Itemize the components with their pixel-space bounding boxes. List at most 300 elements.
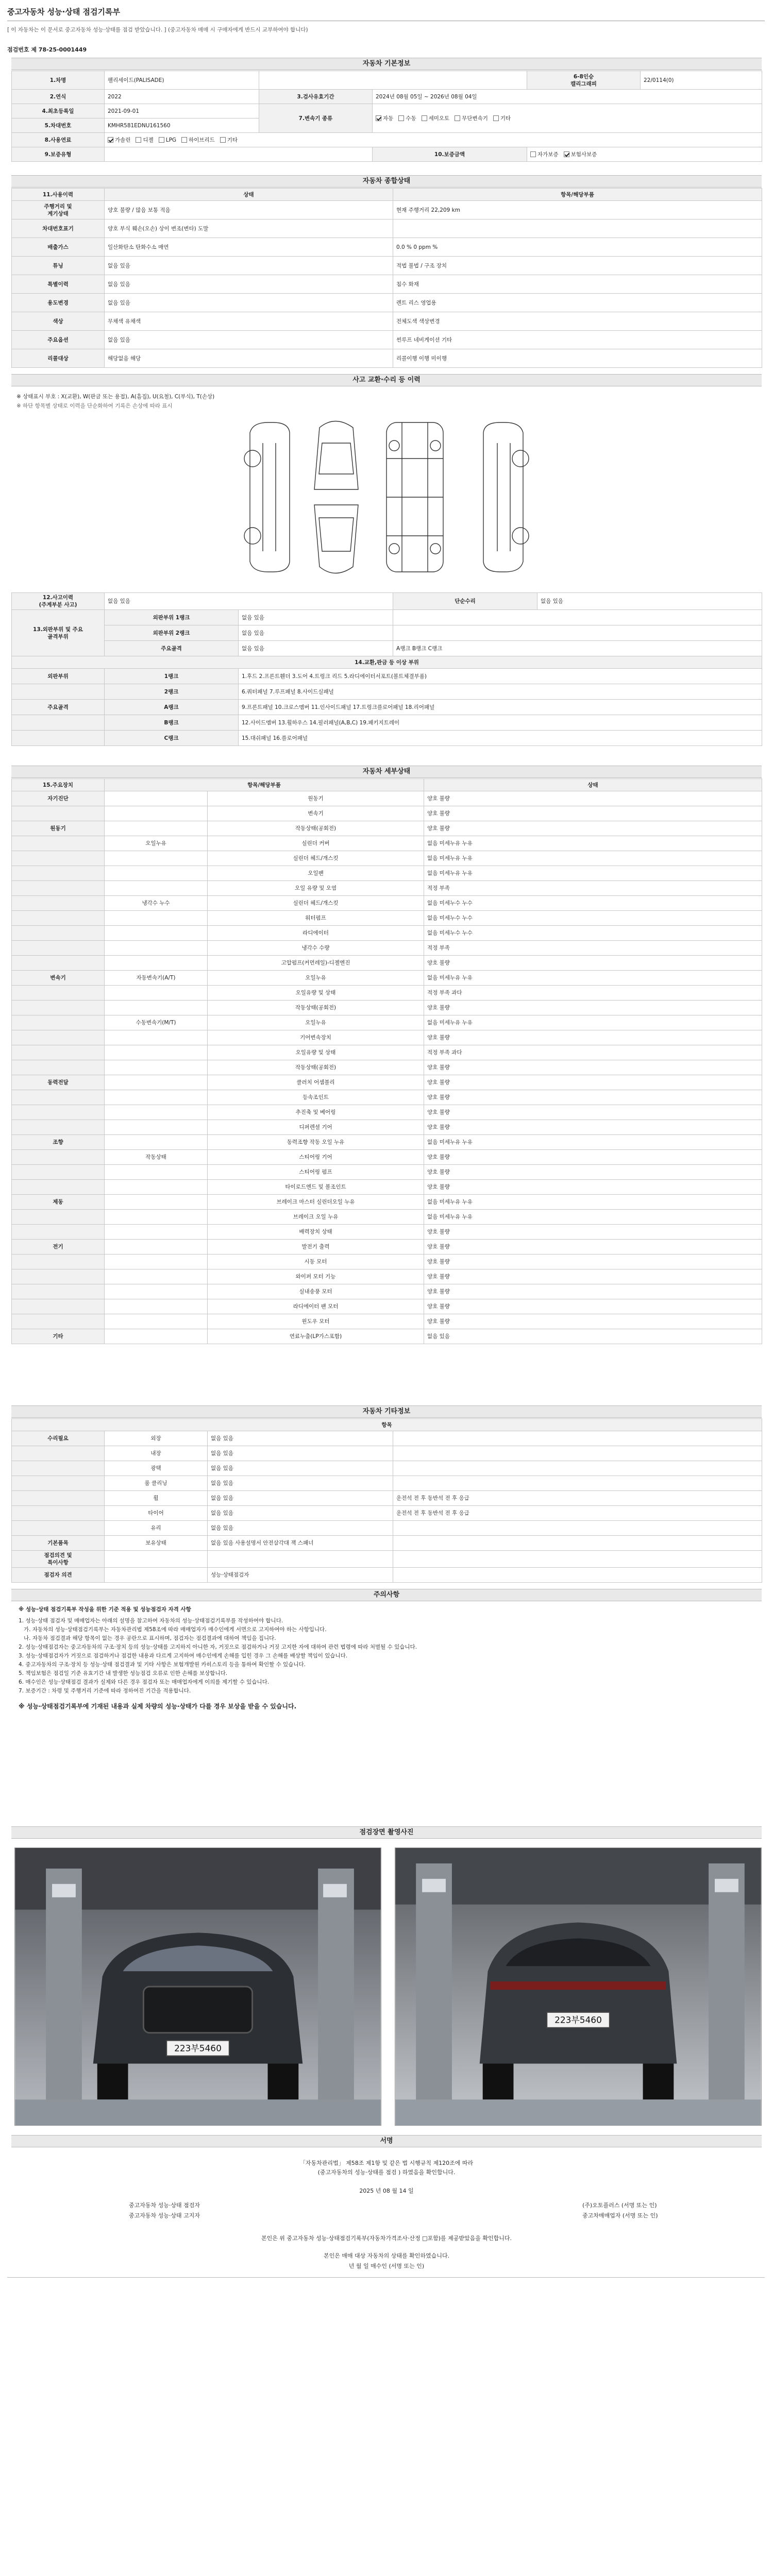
other-extra <box>393 1461 762 1476</box>
other-row <box>12 1476 762 1491</box>
detail-item: 스티어링 펌프 <box>208 1165 424 1180</box>
checkbox-option[interactable] <box>108 137 130 143</box>
detail-group <box>12 1105 105 1120</box>
general-row <box>12 201 762 219</box>
section-general-header: 자동차 종합상태 <box>11 175 762 188</box>
checkbox-option[interactable] <box>564 151 597 158</box>
other-item <box>105 1551 208 1568</box>
detail-status-table <box>11 778 762 1344</box>
detail-group <box>12 1001 105 1015</box>
detail-subgroup <box>105 1240 208 1255</box>
detail-group <box>12 1150 105 1165</box>
general-row-label: 특별이력 <box>12 275 105 294</box>
other-item: 룸 클리닝 <box>105 1476 208 1491</box>
detail-group <box>12 1165 105 1180</box>
basic-info-table: 1.차명 팰리세이드(PALISADE) 6-8인승 캘리그래피 22/0114(0) 2.연식 2022 3.검사유효기간 2024년 08월 05일 ~ 2026년 08월 04일 4.최초등록일 2021-09-01 7.변속기 종류 자동 수동 세미오토 무단변속기 기타 5.차대번호 KMHR581EDNU161560 8.사용연료 가솔린 디젤 LPG 하이브리드 기타 9.보증유형 10.보증금액 자가보증 보험사보증 <box>11 71 762 162</box>
detail-group <box>12 1284 105 1299</box>
checkbox[interactable] <box>564 151 569 157</box>
col-parts: 항목/해당부품 <box>393 189 762 201</box>
checkbox-option[interactable] <box>376 115 393 122</box>
detail-row <box>12 1240 762 1255</box>
car-left-side <box>250 422 290 572</box>
part-group <box>12 731 105 746</box>
label-warranty-amount: 10.보증금액 <box>373 147 527 162</box>
checkbox-option[interactable] <box>455 115 488 122</box>
receipt-statement-2: 본인은 매매 대상 자동차의 상태를 확인하였습니다. <box>323 2252 450 2259</box>
checkbox-label: 기타 <box>227 137 238 143</box>
general-row-status: 양호 부식 훼손(오손) 상이 변조(변타) 도말 <box>105 219 393 238</box>
detail-row <box>12 1001 762 1015</box>
label-vin: 5.차대번호 <box>12 118 105 133</box>
general-row <box>12 312 762 331</box>
notes-line: 나. 자동차 점검결과 해당 항목이 없는 경우 공란으로 표시하며, 점검자는 점검결과에 대하여 책임을 집니다. <box>19 1635 276 1641</box>
other-value: 없음 있음 <box>208 1506 393 1521</box>
detail-group: 전기 <box>12 1240 105 1255</box>
detail-subgroup <box>105 1314 208 1329</box>
checkbox-option[interactable] <box>159 137 176 143</box>
general-row-parts: 현재 주행거리 22,209 km <box>393 201 762 219</box>
checkbox[interactable] <box>159 137 164 143</box>
checkbox[interactable] <box>455 115 460 121</box>
detail-item: 오일유량 및 상태 <box>208 986 424 1001</box>
detail-state: 양호 불량 <box>424 1090 762 1105</box>
detail-row <box>12 1210 762 1225</box>
detail-item: 라디에이터 팬 모터 <box>208 1299 424 1314</box>
detail-group: 원동기 <box>12 821 105 836</box>
detail-item: 실린더 커버 <box>208 836 424 851</box>
detail-group <box>12 1045 105 1060</box>
detail-subgroup: 오일누유 <box>105 836 208 851</box>
detail-item: 오일유량 및 상태 <box>208 1045 424 1060</box>
other-value: 없음 있음 사용설명서 안전삼각대 잭 스패너 <box>208 1536 393 1551</box>
other-group <box>12 1506 105 1521</box>
detail-subgroup <box>105 1180 208 1195</box>
checkbox-label: 자가보증 <box>537 151 559 158</box>
detail-row <box>12 1030 762 1045</box>
notes-body <box>11 1615 762 1698</box>
detail-subgroup: 작동상태 <box>105 1150 208 1165</box>
other-value: 없음 있음 <box>208 1461 393 1476</box>
other-group <box>12 1521 105 1536</box>
detail-state: 양호 불량 <box>424 1299 762 1314</box>
detail-subgroup <box>105 1060 208 1075</box>
checkbox-label: 디젤 <box>143 137 154 143</box>
detail-item: 와이퍼 모터 기능 <box>208 1269 424 1284</box>
other-extra: 운전석 전 후 동반석 전 후 응급 <box>393 1491 762 1506</box>
detail-subgroup <box>105 941 208 956</box>
col-device: 15.주요장치 <box>12 779 105 791</box>
detail-item: 디퍼렌셜 기어 <box>208 1120 424 1135</box>
document-number: 점검번호 제 78-25-0001449 <box>7 46 87 53</box>
detail-row <box>12 1195 762 1210</box>
general-row <box>12 219 762 238</box>
notes-line: 6. 매수인은 성능·상태점검 결과가 실제와 다른 경우 점검자 또는 매매업자에게 이의를 제기할 수 있습니다. <box>19 1679 270 1685</box>
detail-group <box>12 866 105 881</box>
other-extra <box>393 1551 762 1568</box>
checkbox-label: 하이브리드 <box>189 137 215 143</box>
detail-item: 브레이크 마스터 실린더오일 누유 <box>208 1195 424 1210</box>
detail-state: 없음 미세누유 누유 <box>424 836 762 851</box>
part-items: 9.프론트패널 10.크로스멤버 11.인사이드패널 17.트렁크플로어패널 18.리어패널 <box>239 700 762 715</box>
detail-group: 자기진단 <box>12 791 105 806</box>
checkbox-label: 수동 <box>406 115 416 122</box>
rear-plate: 223부5460 <box>554 2014 602 2025</box>
value-car-name: 팰리세이드(PALISADE) <box>105 71 259 90</box>
detail-item: 브레이크 오일 누유 <box>208 1210 424 1225</box>
detail-subgroup <box>105 986 208 1001</box>
other-item: 보유상태 <box>105 1536 208 1551</box>
detail-row <box>12 836 762 851</box>
detail-subgroup <box>105 1120 208 1135</box>
part-rank: C랭크 <box>105 731 239 746</box>
checkbox-option[interactable] <box>181 137 215 143</box>
detail-group <box>12 1030 105 1045</box>
detail-group: 동력전달 <box>12 1075 105 1090</box>
warranty-options <box>527 147 762 162</box>
detail-row <box>12 956 762 971</box>
detail-group: 제동 <box>12 1195 105 1210</box>
rank2-options: 없음 있음 <box>239 625 393 641</box>
detail-item: 시동 모터 <box>208 1255 424 1269</box>
notes-line: 2. 성능·상태점검자는 중고자동차의 구조·장치 등의 성능·상태를 고지하지 아니한 자, 거짓으로 점검하거나 거짓 고지한 자에 대하여 관련 법령에 따라 처벌될 수 있습니다. <box>19 1644 417 1650</box>
detail-row <box>12 1299 762 1314</box>
detail-state: 없음 미세누수 누수 <box>424 926 762 941</box>
checkbox[interactable] <box>220 137 226 143</box>
general-row-label: 주요옵션 <box>12 331 105 349</box>
col-item: 항목/해당부품 <box>105 779 424 791</box>
checkbox[interactable] <box>530 151 536 157</box>
notes-warning: ※ 성능·상태점검기록부에 기재된 내용과 실제 차량의 성능·상태가 다를 경우 보상을 받을 수 있습니다. <box>19 1703 297 1710</box>
detail-group <box>12 1314 105 1329</box>
detail-item: 오일 유량 및 오염 <box>208 881 424 896</box>
checkbox-label: 가솔린 <box>115 137 131 143</box>
col-status: 상태 <box>105 189 393 201</box>
detail-item: 연료누출(LP가스포함) <box>208 1329 424 1344</box>
label-inspection-validity: 3.검사유효기간 <box>259 90 373 104</box>
detail-group <box>12 1090 105 1105</box>
detail-state: 양호 불량 <box>424 1105 762 1120</box>
detail-row <box>12 1120 762 1135</box>
detail-row <box>12 1015 762 1030</box>
sign-statement-2: (중고자동차의 성능·상태를 점검 ) 하였음을 확인합니다. <box>317 2169 456 2176</box>
detail-subgroup <box>105 881 208 896</box>
general-row-status: 없음 있음 <box>105 257 393 275</box>
detail-subgroup <box>105 851 208 866</box>
other-extra <box>393 1568 762 1583</box>
general-row-label: 차대번호표기 <box>12 219 105 238</box>
part-group: 주요골격 <box>12 700 105 715</box>
detail-row <box>12 1135 762 1150</box>
detail-row <box>12 1284 762 1299</box>
detail-state: 없음 미세누유 누유 <box>424 1135 762 1150</box>
detail-subgroup <box>105 1225 208 1240</box>
checkbox-option[interactable] <box>422 115 450 122</box>
checkbox-label: LPG <box>165 137 177 143</box>
detail-subgroup <box>105 1075 208 1090</box>
sign-dealer-value: 중고차매매업자 (서명 또는 인) <box>582 2212 658 2219</box>
checkbox[interactable] <box>398 115 404 121</box>
detail-state: 적정 부족 <box>424 881 762 896</box>
front-inspection-photo <box>14 1848 381 2126</box>
detail-item: 작동상태(공회전) <box>208 1060 424 1075</box>
abnormal-part-row <box>12 731 762 746</box>
detail-subgroup <box>105 1135 208 1150</box>
general-row-status: 없음 있음 <box>105 294 393 312</box>
detail-state: 양호 불량 <box>424 1075 762 1090</box>
other-group <box>12 1476 105 1491</box>
general-row-status: 양호 불량 / 많음 보통 적음 <box>105 201 393 219</box>
detail-group <box>12 1255 105 1269</box>
detail-group <box>12 836 105 851</box>
diagram-note: ※ 하단 항목별 상태로 이력을 단순화하여 기록은 손상에 따라 표시 <box>16 403 173 409</box>
detail-row <box>12 926 762 941</box>
detail-state: 없음 미세누수 누수 <box>424 896 762 911</box>
general-row-status: 해당없음 해당 <box>105 349 393 368</box>
col-detail-status: 상태 <box>424 779 762 791</box>
abnormal-part-row <box>12 684 762 700</box>
general-row-label: 용도변경 <box>12 294 105 312</box>
general-row-label: 리콜대상 <box>12 349 105 368</box>
detail-item: 등속조인트 <box>208 1090 424 1105</box>
detail-item: 추진축 및 베어링 <box>208 1105 424 1120</box>
general-row <box>12 275 762 294</box>
detail-row <box>12 1225 762 1240</box>
detail-subgroup <box>105 1255 208 1269</box>
other-item: 광택 <box>105 1461 208 1476</box>
checkbox[interactable] <box>422 115 427 121</box>
detail-group <box>12 881 105 896</box>
section-other-header: 자동차 기타정보 <box>11 1405 762 1418</box>
other-item: 내장 <box>105 1446 208 1461</box>
checkbox[interactable] <box>108 137 113 143</box>
general-row <box>12 331 762 349</box>
detail-item: 실린더 헤드/개스킷 <box>208 851 424 866</box>
detail-subgroup <box>105 821 208 836</box>
detail-row <box>12 1255 762 1269</box>
checkbox-option[interactable] <box>136 137 153 143</box>
detail-state: 양호 불량 <box>424 1060 762 1075</box>
detail-state: 양호 불량 <box>424 1314 762 1329</box>
checkbox[interactable] <box>376 115 381 121</box>
detail-row <box>12 1165 762 1180</box>
notes-line: 7. 보증기간 : 차령 및 주행거리 기준에 따라 정하여진 기간을 적용합니다. <box>19 1688 191 1694</box>
detail-row <box>12 791 762 806</box>
detail-group <box>12 806 105 821</box>
detail-row <box>12 1150 762 1165</box>
fuel-options <box>105 133 762 147</box>
detail-item: 오일팬 <box>208 866 424 881</box>
other-group: 수리필요 <box>12 1431 105 1446</box>
detail-item: 오일누유 <box>208 1015 424 1030</box>
detail-state: 양호 불량 <box>424 1001 762 1015</box>
transmission-options <box>373 104 762 133</box>
other-value: 없음 있음 <box>208 1431 393 1446</box>
other-group <box>12 1461 105 1476</box>
detail-row <box>12 986 762 1001</box>
section-diagram-header: 사고 교환·수리 등 이력 <box>11 374 762 386</box>
notes-line: 5. 책임보험은 점검일 기준 유효기간 내 발생한 성능점검 오류로 인한 손해를 보상합니다. <box>19 1670 228 1676</box>
notes-title: ※ 성능·상태 점검기록부 작성을 위한 기준 적용 및 성능점검자 자격 사항 <box>19 1606 191 1613</box>
checkbox-option[interactable] <box>398 115 416 122</box>
detail-state: 양호 불량 <box>424 1284 762 1299</box>
detail-row <box>12 866 762 881</box>
detail-subgroup <box>105 1284 208 1299</box>
general-row-parts: 리콜이행 이행 미이행 <box>393 349 762 368</box>
detail-group <box>12 1180 105 1195</box>
detail-row <box>12 821 762 836</box>
detail-state: 양호 불량 <box>424 791 762 806</box>
detail-row <box>12 1075 762 1090</box>
detail-item: 발전기 출력 <box>208 1240 424 1255</box>
detail-state: 적정 부족 과다 <box>424 1045 762 1060</box>
detail-subgroup <box>105 1165 208 1180</box>
front-plate: 223부5460 <box>174 2043 222 2054</box>
part-items: 6.쿼터패널 7.루프패널 8.사이드실패널 <box>239 684 762 700</box>
general-row-parts: 렌트 리스 영업용 <box>393 294 762 312</box>
detail-item: 고압펌프(커먼레일)-디젤엔진 <box>208 956 424 971</box>
general-row-label: 튜닝 <box>12 257 105 275</box>
detail-state: 적정 부족 <box>424 941 762 956</box>
detail-item: 작동상태(공회전) <box>208 1001 424 1015</box>
detail-row <box>12 941 762 956</box>
section-basic-header: 자동차 기본정보 <box>11 58 762 70</box>
checkbox-option[interactable] <box>493 115 511 122</box>
detail-state: 양호 불량 <box>424 1269 762 1284</box>
detail-row <box>12 1090 762 1105</box>
detail-group <box>12 1225 105 1240</box>
checkbox-label: 보험사보증 <box>570 151 597 158</box>
detail-row <box>12 1180 762 1195</box>
detail-state: 없음 미세누유 누유 <box>424 1195 762 1210</box>
detail-item: 스티어링 기어 <box>208 1150 424 1165</box>
detail-row <box>12 1060 762 1075</box>
general-row <box>12 349 762 368</box>
detail-item: 작동상태(공회전) <box>208 821 424 836</box>
value-year: 2022 <box>105 90 259 104</box>
detail-state: 없음 미세누유 누유 <box>424 1210 762 1225</box>
diagram-legend: ※ 상태표시 부호 : X(교환), W(판금 또는 용접), A(흠집), U(요철), C(부식), T(손상) <box>16 394 215 400</box>
label-simple-repair: 단순수리 <box>393 593 537 610</box>
detail-subgroup <box>105 791 208 806</box>
simple-repair-options: 없음 있음 <box>537 593 762 610</box>
abnormal-part-row <box>12 715 762 731</box>
detail-subgroup: 냉각수 누수 <box>105 896 208 911</box>
notes-line: 3. 성능·상태점검자가 거짓으로 점검하거나 점검한 내용과 다르게 고지하여 매수인에게 손해를 입힌 경우 그 손해를 배상할 책임이 있습니다. <box>19 1653 348 1659</box>
section-notes-header: 주의사항 <box>11 1589 762 1601</box>
detail-group: 변속기 <box>12 971 105 986</box>
detail-item: 배력장치 상태 <box>208 1225 424 1240</box>
part-items: 15.대쉬패널 16.플로어패널 <box>239 731 762 746</box>
checkbox-option[interactable] <box>220 137 238 143</box>
other-item: 외장 <box>105 1431 208 1446</box>
label-main-frame: 주요골격 <box>105 641 239 656</box>
main-frame-ranks: A랭크 B랭크 C랭크 <box>393 641 762 656</box>
car-right-side <box>483 422 523 572</box>
other-row <box>12 1536 762 1551</box>
checkbox[interactable] <box>181 137 187 143</box>
col-other-item: 항목 <box>12 1419 762 1431</box>
detail-item: 원동기 <box>208 791 424 806</box>
detail-state: 양호 불량 <box>424 1180 762 1195</box>
checkbox[interactable] <box>136 137 141 143</box>
other-row <box>12 1521 762 1536</box>
detail-row <box>12 896 762 911</box>
detail-subgroup <box>105 1001 208 1015</box>
detail-row <box>12 1329 762 1344</box>
detail-group <box>12 851 105 866</box>
other-group: 기본품목 <box>12 1536 105 1551</box>
detail-state: 양호 불량 <box>424 806 762 821</box>
detail-row <box>12 1045 762 1060</box>
detail-item: 냉각수 수량 <box>208 941 424 956</box>
detail-subgroup: 자동변속기(A/T) <box>105 971 208 986</box>
detail-group <box>12 956 105 971</box>
detail-group <box>12 1060 105 1075</box>
detail-row <box>12 1314 762 1329</box>
general-row <box>12 257 762 275</box>
other-item: 유리 <box>105 1521 208 1536</box>
label-rank2: 외판부위 2랭크 <box>105 625 239 641</box>
detail-row <box>12 1269 762 1284</box>
detail-group: 조향 <box>12 1135 105 1150</box>
part-group <box>12 715 105 731</box>
detail-item: 동력조향 작동 오일 누유 <box>208 1135 424 1150</box>
accident-options: 없음 있음 <box>105 593 393 610</box>
general-row-status: 없음 있음 <box>105 275 393 294</box>
label-first-registration: 4.최초등록일 <box>12 104 105 118</box>
detail-item: 기어변속장치 <box>208 1030 424 1045</box>
general-row-parts: 썬루프 네비게이션 기타 <box>393 331 762 349</box>
checkbox-label: 세미오토 <box>428 115 450 122</box>
buyer-signature-line: 년 월 일 매수인 (서명 또는 인) <box>348 2263 425 2269</box>
abnormal-part-row <box>12 700 762 715</box>
other-value: 성능·상태점검자 <box>208 1568 393 1583</box>
detail-subgroup <box>105 1210 208 1225</box>
general-row-label: 색상 <box>12 312 105 331</box>
general-row-status: 일산화탄소 탄화수소 매연 <box>105 238 393 257</box>
detail-item: 워터펌프 <box>208 911 424 926</box>
checkbox-option[interactable] <box>530 151 559 158</box>
detail-state: 없음 미세누수 누수 <box>424 911 762 926</box>
detail-group <box>12 1269 105 1284</box>
label-abnormal-parts: 14.교환,판금 등 이상 부위 <box>12 656 762 669</box>
detail-item: 타이로드엔드 및 볼조인트 <box>208 1180 424 1195</box>
detail-group <box>12 986 105 1001</box>
part-rank: 2랭크 <box>105 684 239 700</box>
other-row <box>12 1506 762 1521</box>
other-value: 없음 있음 <box>208 1521 393 1536</box>
general-status-table <box>11 188 762 368</box>
detail-state: 없음 미세누유 누유 <box>424 1015 762 1030</box>
checkbox-label: 기타 <box>500 115 511 122</box>
checkbox[interactable] <box>493 115 499 121</box>
detail-subgroup <box>105 806 208 821</box>
general-row-status: 무채색 유채색 <box>105 312 393 331</box>
checkbox-label: 자동 <box>383 115 394 122</box>
detail-state: 양호 불량 <box>424 956 762 971</box>
section-detail-header: 자동차 세부상태 <box>11 766 762 778</box>
detail-row <box>12 806 762 821</box>
section-photos-header: 점검장면 촬영사진 <box>11 1826 762 1839</box>
detail-subgroup <box>105 911 208 926</box>
other-row <box>12 1491 762 1506</box>
detail-subgroup <box>105 1299 208 1314</box>
value-first-registration: 2021-09-01 <box>105 104 259 118</box>
other-extra <box>393 1536 762 1551</box>
detail-subgroup <box>105 1045 208 1060</box>
vehicle-diagram <box>232 412 541 582</box>
label-rank1: 외판부위 1랭크 <box>105 610 239 625</box>
